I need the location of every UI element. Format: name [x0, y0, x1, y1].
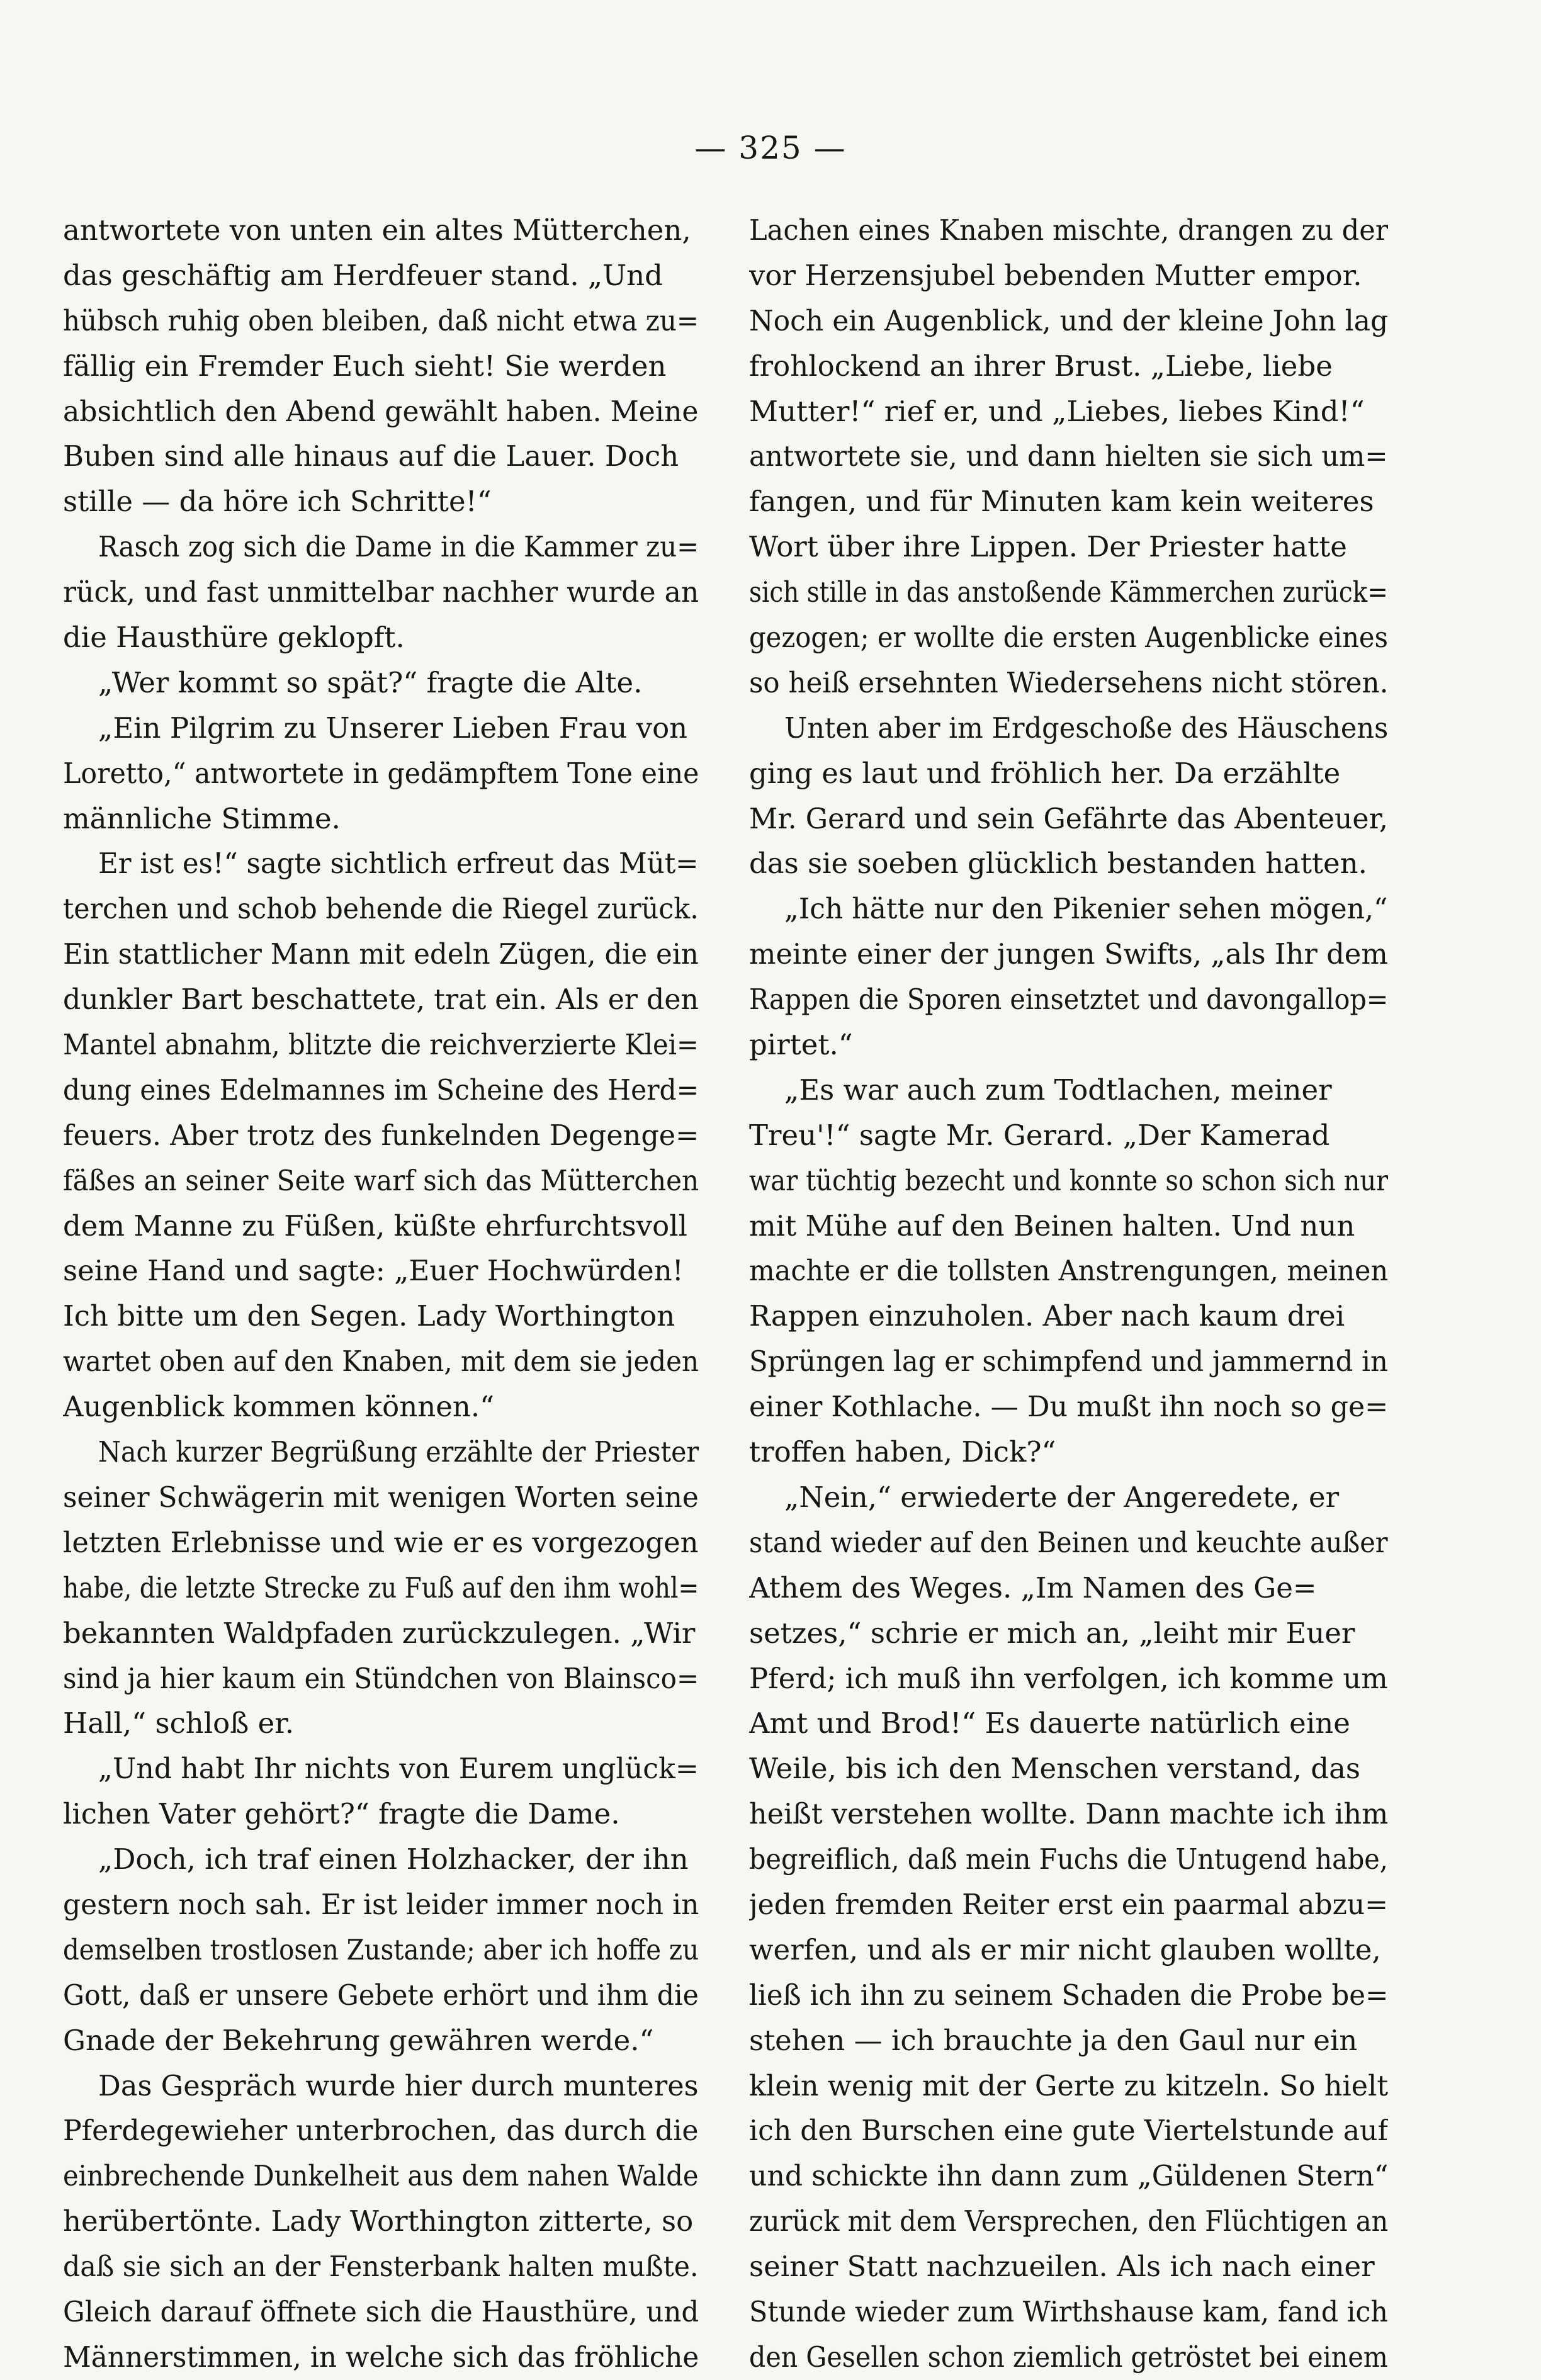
text-line: seiner Statt nachzueilen. Als ich nach einer: [749, 2250, 1375, 2284]
text-line: dung eines Edelmannes im Scheine des Herd=: [63, 1073, 699, 1107]
text-line: frohlockend an ihrer Brust. „Liebe, liebe: [749, 349, 1333, 383]
text-line: „Wer kommt so spät?“ fragte die Alte.: [98, 665, 643, 699]
text-line: antwortete sie, und dann hielten sie sich um=: [749, 439, 1388, 473]
text-line: ließ ich ihn zu seinem Schaden die Probe be=: [749, 1978, 1388, 2012]
text-line: Sprüngen lag er schimpfend und jammernd in: [749, 1345, 1388, 1379]
text-line: stille — da höre ich Schritte!“: [63, 485, 492, 519]
text-line: Stunde wieder zum Wirthshause kam, fand ich: [749, 2294, 1388, 2328]
text-line: ging es laut und fröhlich her. Da erzählte: [749, 756, 1341, 790]
text-line: Weile, bis ich den Menschen verstand, das: [749, 1752, 1361, 1786]
text-line: Mantel abnahm, blitzte die reichverzierte Klei=: [63, 1028, 699, 1062]
text-line: Treu'!“ sagte Mr. Gerard. „Der Kamerad: [749, 1118, 1330, 1152]
text-line: gestern noch sah. Er ist leider immer noch in: [63, 1887, 699, 1921]
text-line: hübsch ruhig oben bleiben, daß nicht etwa zu=: [63, 303, 699, 337]
text-line: stehen — ich brauchte ja den Gaul nur ein: [749, 2023, 1358, 2057]
text-line: Nach kurzer Begrüßung erzählte der Priester: [98, 1435, 699, 1469]
text-line: sind ja hier kaum ein Stündchen von Blainsco=: [63, 1661, 699, 1695]
text-line: feuers. Aber trotz des funkelnden Degenge=: [63, 1118, 699, 1152]
text-line: Pferdegewieher unterbrochen, das durch die: [63, 2114, 699, 2148]
text-line: lichen Vater gehört?“ fragte die Dame.: [63, 1797, 620, 1831]
text-line: „Ein Pilgrim zu Unserer Lieben Frau von: [98, 711, 688, 745]
text-line: Unten aber im Erdgeschoße des Häuschens: [784, 711, 1388, 745]
text-line: Ein stattlicher Mann mit edeln Zügen, die ein: [63, 937, 699, 971]
text-line: machte er die tollsten Anstrengungen, meinen: [749, 1254, 1388, 1288]
text-line: Buben sind alle hinaus auf die Lauer. Doch: [63, 439, 679, 473]
text-line: so heiß ersehnten Wiedersehens nicht stören.: [749, 665, 1388, 699]
text-line: das sie soeben glücklich bestanden hatten.: [749, 847, 1367, 881]
text-line: Wort über ihre Lippen. Der Priester hatte: [749, 530, 1347, 564]
text-line: Gott, daß er unsere Gebete erhört und ihm die: [63, 1978, 699, 2012]
text-line: zurück mit dem Versprechen, den Flüchtigen an: [749, 2204, 1388, 2238]
text-line: fangen, und für Minuten kam kein weiteres: [749, 485, 1374, 519]
text-line: Gnade der Bekehrung gewähren werde.“: [63, 2023, 654, 2057]
text-line: einer Kothlache. — Du mußt ihn noch so ge=: [749, 1390, 1388, 1424]
text-column-left: [63, 208, 699, 2380]
text-line: Rappen die Sporen einsetztet und davongallop=: [749, 983, 1388, 1017]
text-line: troffen haben, Dick?“: [749, 1435, 1056, 1469]
text-line: den Gesellen schon ziemlich getröstet bei einem: [749, 2340, 1388, 2374]
text-line: Noch ein Augenblick, und der kleine John lag: [749, 303, 1388, 337]
text-line: mit Mühe auf den Beinen halten. Und nun: [749, 1209, 1355, 1243]
text-line: letzten Erlebnisse und wie er es vorgezogen: [63, 1525, 699, 1559]
text-column-right: [749, 208, 1388, 2380]
text-line: seine Hand und sagte: „Euer Hochwürden!: [63, 1254, 684, 1288]
text-line: Das Gespräch wurde hier durch munteres: [98, 2068, 699, 2102]
text-line: setzes,“ schrie er mich an, „leiht mir Euer: [749, 1616, 1355, 1650]
text-line: Mr. Gerard und sein Gefährte das Abenteuer,: [749, 801, 1388, 835]
text-line: seiner Schwägerin mit wenigen Worten seine: [63, 1480, 699, 1514]
text-line: heißt verstehen wollte. Dann machte ich ihm: [749, 1797, 1388, 1831]
text-line: bekannten Waldpfaden zurückzulegen. „Wir: [63, 1616, 696, 1650]
text-line: herübertönte. Lady Worthington zitterte, so: [63, 2204, 694, 2238]
text-line: antwortete von unten ein altes Mütterchen,: [63, 213, 691, 247]
text-line: jeden fremden Reiter erst ein paarmal abzu=: [749, 1887, 1388, 1921]
text-line: terchen und schob behende die Riegel zurück.: [63, 892, 699, 926]
text-line: „Doch, ich traf einen Holzhacker, der ihn: [98, 1842, 689, 1876]
text-line: Amt und Brod!“ Es dauerte natürlich eine: [749, 1706, 1350, 1740]
text-line: war tüchtig bezecht und konnte so schon sich nur: [749, 1163, 1388, 1197]
text-line: Pferd; ich muß ihn verfolgen, ich komme um: [749, 1661, 1388, 1695]
text-line: rück, und fast unmittelbar nachher wurde an: [63, 575, 699, 609]
text-line: die Hausthüre geklopft.: [63, 621, 405, 655]
text-line: wartet oben auf den Knaben, mit dem sie jeden: [63, 1345, 699, 1379]
text-line: Loretto,“ antwortete in gedämpftem Tone eine: [63, 756, 699, 790]
text-line: stand wieder auf den Beinen und keuchte außer: [749, 1525, 1388, 1559]
text-line: ich den Burschen eine gute Viertelstunde auf: [749, 2114, 1388, 2148]
text-line: meinte einer der jungen Swifts, „als Ihr dem: [749, 937, 1388, 971]
text-line: klein wenig mit der Gerte zu kitzeln. So hielt: [749, 2068, 1388, 2102]
text-line: pirtet.“: [749, 1028, 853, 1062]
text-line: sich stille in das anstoßende Kämmerchen zurück=: [749, 575, 1388, 609]
text-line: Augenblick kommen können.“: [63, 1390, 495, 1424]
text-line: werfen, und als er mir nicht glauben wollte,: [749, 1932, 1381, 1966]
text-line: fäßes an seiner Seite warf sich das Mütterchen: [63, 1163, 699, 1197]
text-line: absichtlich den Abend gewählt haben. Meine: [63, 394, 699, 428]
text-line: dunkler Bart beschattete, trat ein. Als er den: [63, 983, 699, 1017]
text-line: einbrechende Dunkelheit aus dem nahen Walde: [63, 2159, 699, 2193]
text-line: fällig ein Fremder Euch sieht! Sie werden: [63, 349, 667, 383]
text-line: „Ich hätte nur den Pikenier sehen mögen,“: [784, 892, 1388, 926]
text-line: dem Manne zu Füßen, küßte ehrfurchtsvoll: [63, 1209, 687, 1243]
page-number: — 325 —: [694, 130, 847, 166]
text-line: Lachen eines Knaben mischte, drangen zu der: [749, 213, 1388, 247]
text-line: Mutter!“ rief er, und „Liebes, liebes Kind!“: [749, 394, 1365, 428]
text-line: Hall,“ schloß er.: [63, 1706, 295, 1740]
text-line: habe, die letzte Strecke zu Fuß auf den ihm wohl=: [63, 1571, 699, 1605]
text-line: daß sie sich an der Fensterbank halten mußte.: [63, 2250, 699, 2284]
text-line: Gleich darauf öffnete sich die Hausthüre, und: [63, 2294, 699, 2328]
text-line: „Und habt Ihr nichts von Eurem unglück=: [98, 1752, 699, 1786]
text-line: Rappen einzuholen. Aber nach kaum drei: [749, 1299, 1345, 1333]
text-line: und schickte ihn dann zum „Güldenen Stern“: [749, 2159, 1388, 2193]
text-line: demselben trostlosen Zustande; aber ich hoffe zu: [63, 1932, 699, 1966]
text-line: „Nein,“ erwiederte der Angeredete, er: [784, 1480, 1340, 1514]
text-line: Rasch zog sich die Dame in die Kammer zu=: [98, 530, 699, 564]
text-line: männliche Stimme.: [63, 801, 341, 835]
text-line: das geschäftig am Herdfeuer stand. „Und: [63, 258, 663, 292]
text-line: „Es war auch zum Todtlachen, meiner: [784, 1073, 1332, 1107]
text-line: Athem des Weges. „Im Namen des Ge=: [749, 1571, 1317, 1605]
text-line: Er ist es!“ sagte sichtlich erfreut das Müt=: [98, 847, 699, 881]
text-line: begreiflich, daß mein Fuchs die Untugend habe,: [749, 1842, 1388, 1876]
text-line: vor Herzensjubel bebenden Mutter empor.: [749, 258, 1362, 292]
text-line: Männerstimmen, in welche sich das fröhliche: [63, 2340, 699, 2374]
text-line: Ich bitte um den Segen. Lady Worthington: [63, 1299, 675, 1333]
text-line: gezogen; er wollte die ersten Augenblicke eines: [749, 621, 1388, 655]
